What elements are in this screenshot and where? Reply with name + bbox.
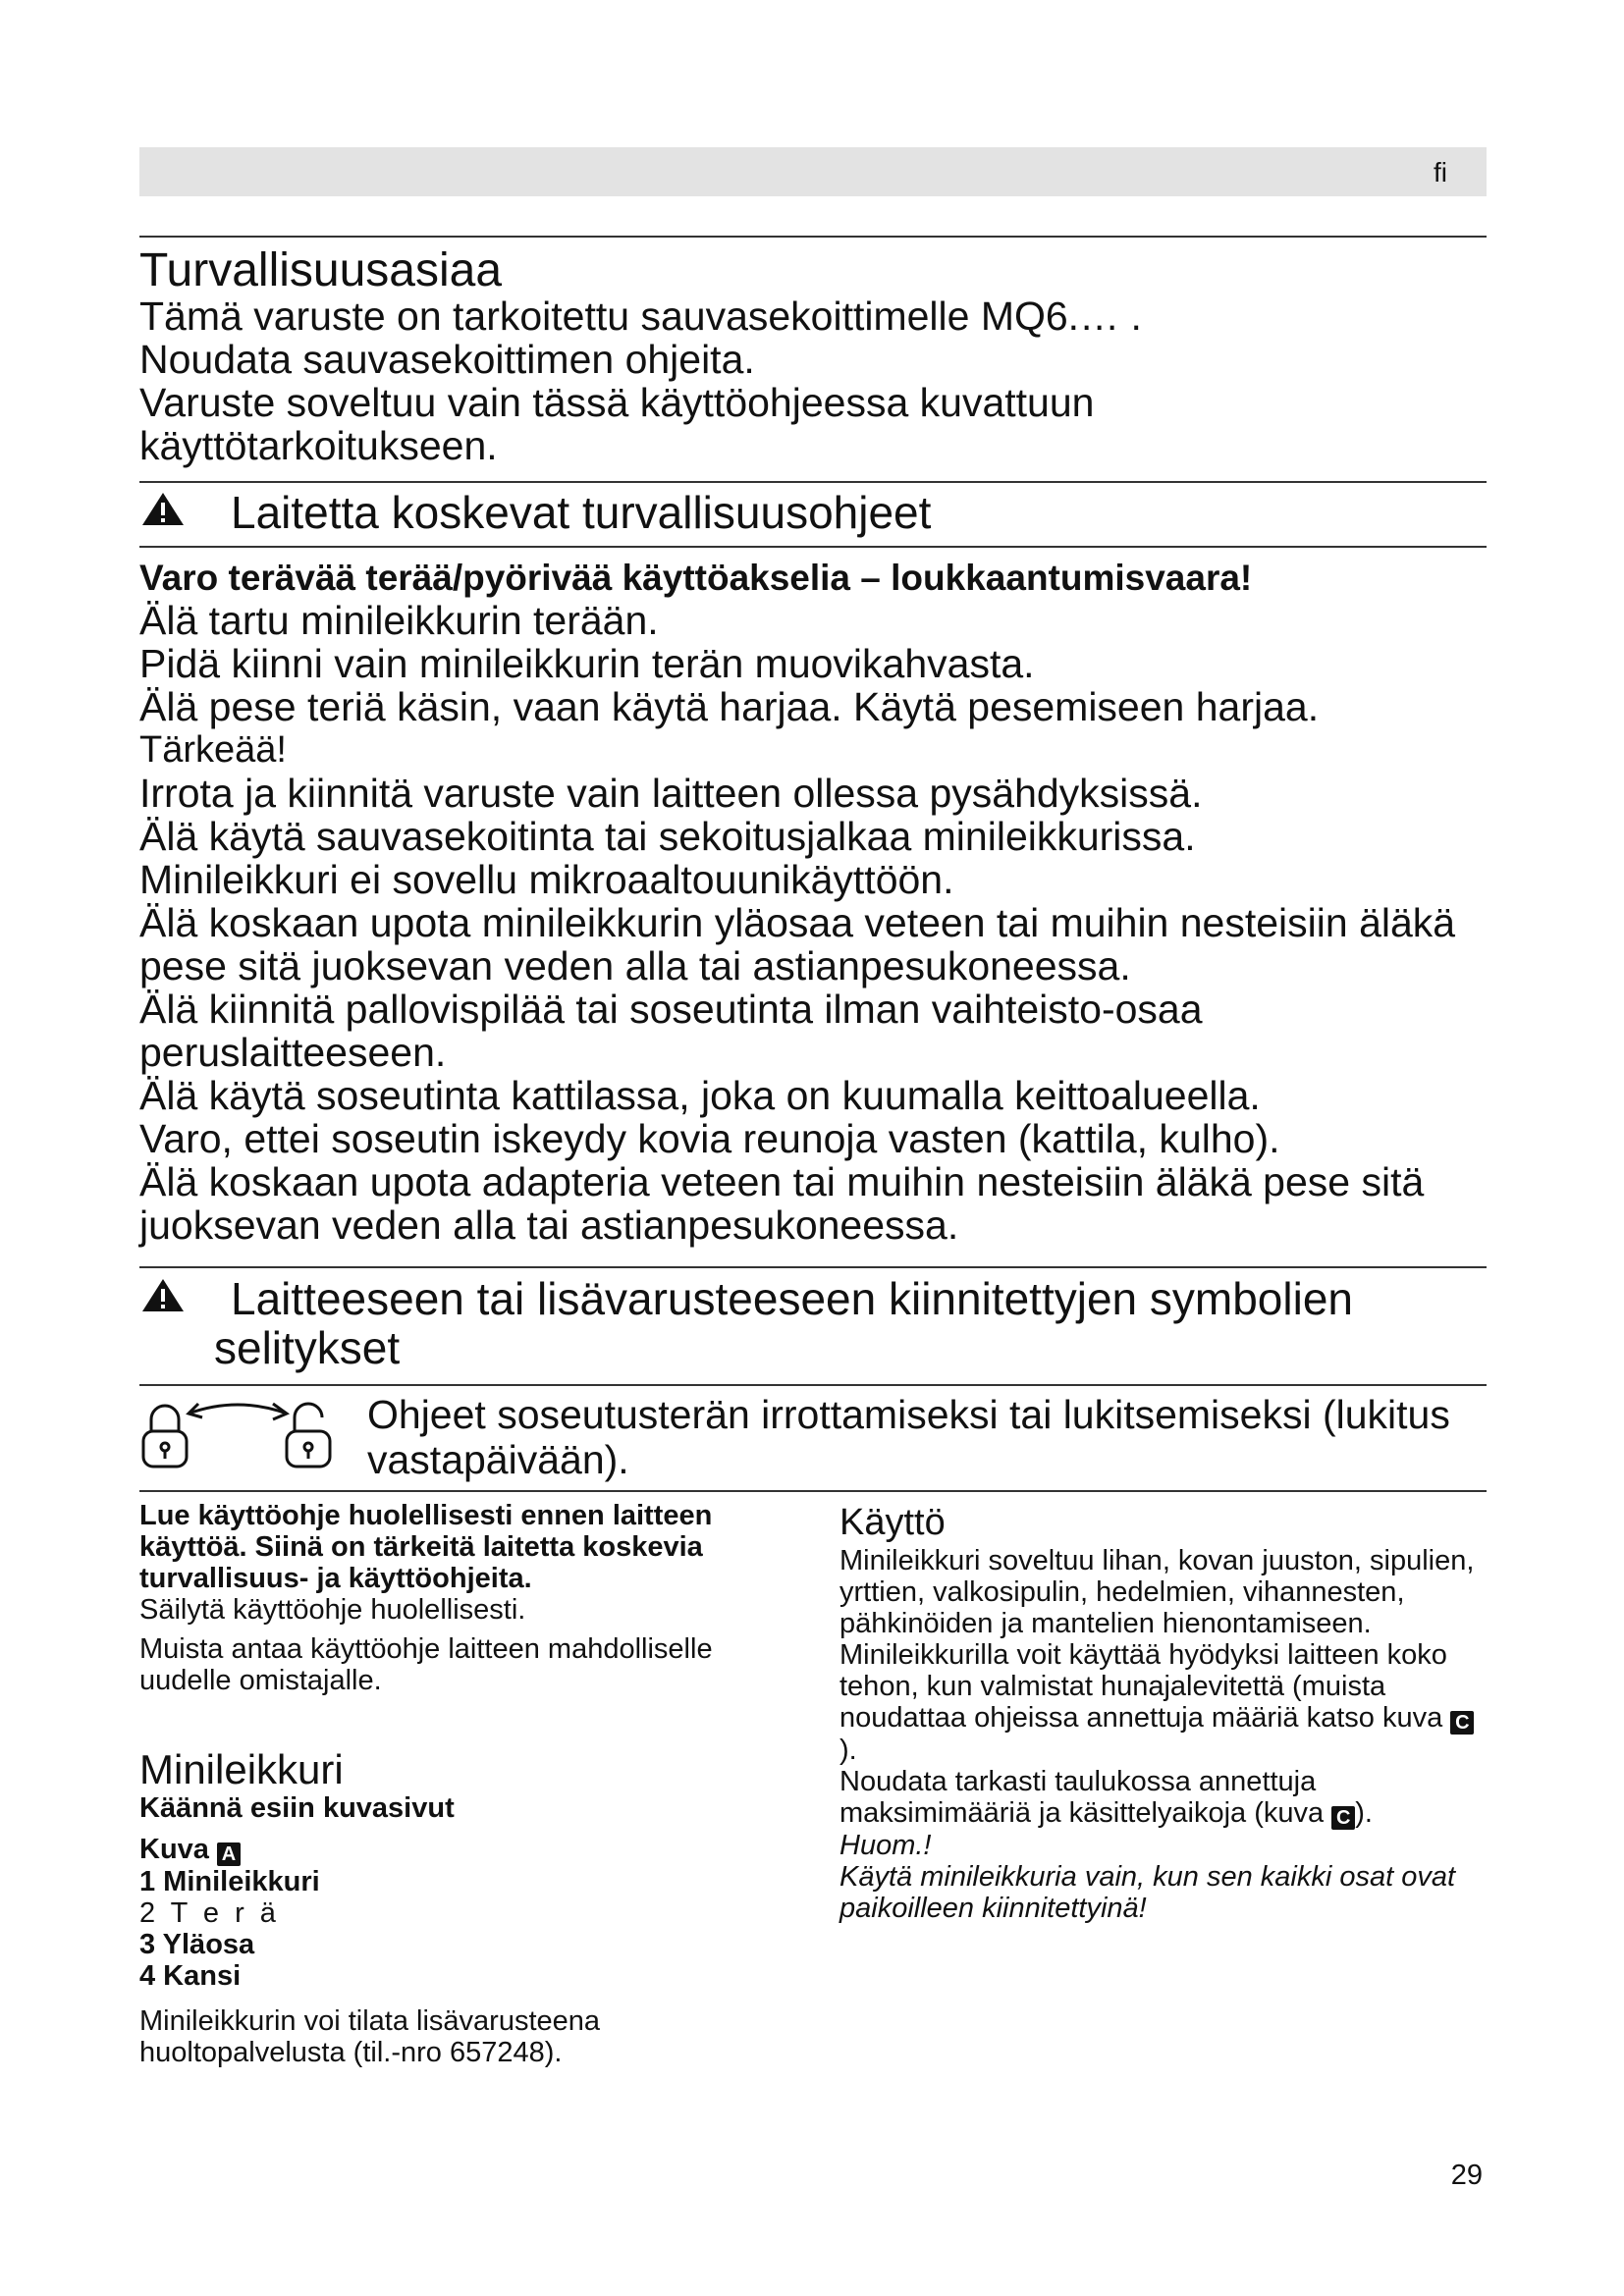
lock-unlock-icon bbox=[139, 1392, 336, 1476]
usage-title: Käyttö bbox=[839, 1502, 946, 1543]
note-text: Käytä minileikkuria vain, kun sen kaikki osat ovat paikoilleen kiinnitettyinä! bbox=[839, 1861, 1456, 1924]
safety-item: Tärkeää! bbox=[139, 729, 287, 771]
divider bbox=[139, 1384, 1487, 1386]
safety-line: Tämä varuste on tarkoitettu sauvasekoittimelle MQ6.… . bbox=[139, 294, 1142, 339]
language-bar bbox=[139, 147, 1487, 196]
order-note: Minileikkurin voi tilata lisävarusteena huoltopalvelusta (til.-nro 657248). bbox=[139, 2005, 601, 2068]
page-number: 29 bbox=[1450, 2160, 1483, 2191]
safety-item: Älä kiinnitä pallovispilää tai soseutinta ilman vaihteisto-osaa peruslaitteeseen. bbox=[139, 987, 1203, 1075]
left-column bbox=[139, 1500, 768, 2068]
safety-title: Turvallisuusasiaa bbox=[139, 244, 503, 296]
danger-warning: Varo terävää terää/pyörivää käyttöakselia – loukkaantumisvaara! bbox=[139, 558, 1253, 598]
safety-item: Älä tartu minileikkurin terään. bbox=[139, 598, 659, 643]
symbols-title-line1: Laitteeseen tai lisävarusteeseen kiinnitettyjen symbolien bbox=[231, 1273, 1353, 1324]
figure-ref bbox=[139, 1834, 768, 1866]
usage-paragraph: Minileikkurilla voit käyttää hyödyksi laitteen koko tehon, kun valmistat hunajalevitettä (muista noudattaa ohjeissa annettuja määriä katso kuva C). bbox=[839, 1639, 1488, 1766]
safety-item: Minileikkuri ei sovellu mikroaaltouunikäyttöön. bbox=[139, 857, 954, 902]
part-item: 2 T e r ä bbox=[139, 1897, 280, 1929]
part-item: 3 Yläosa bbox=[139, 1929, 255, 1960]
symbols-heading bbox=[139, 1274, 1353, 1372]
keep-manual-note: Säilytä käyttöohje huolellisesti. bbox=[139, 1594, 526, 1626]
safety-item: Älä pese teriä käsin, vaan käytä harjaa. Käytä pesemiseen harjaa. bbox=[139, 684, 1320, 729]
safety-item: Varo, ettei soseutin iskeydy kovia reunoja vasten (kattila, kulho). bbox=[139, 1116, 1280, 1161]
safety-item: Älä käytä sauvasekoitinta tai sekoitusjalkaa minileikkurissa. bbox=[139, 814, 1196, 859]
warning-triangle-icon bbox=[139, 1274, 187, 1323]
lock-symbol-row bbox=[139, 1392, 1487, 1486]
language-code: fi bbox=[1434, 157, 1447, 187]
device-safety-heading bbox=[139, 488, 931, 537]
mini-chopper-title: Minileikkuri bbox=[139, 1746, 344, 1792]
right-column bbox=[839, 1500, 1488, 1924]
divider bbox=[139, 1490, 1487, 1492]
safety-item: Älä koskaan upota adapteria veteen tai muihin nesteisiin äläkä pese sitä juoksevan veden alla tai astianpesukoneessa. bbox=[139, 1159, 1425, 1248]
safety-item: Älä koskaan upota minileikkurin yläosaa veteen tai muihin nesteisiin äläkä pese sitä juoksevan veden alla tai astianpesukoneessa. bbox=[139, 900, 1456, 988]
lock-instructions: Ohjeet soseutusterän irrottamiseksi tai lukitsemiseksi (lukitus vastapäivään). bbox=[367, 1392, 1450, 1482]
usage-paragraph: Noudata tarkasti taulukossa annettuja maksimimääriä ja käsittelyaikoja (kuva C ). bbox=[839, 1766, 1373, 1829]
safety-line: Varuste soveltuu vain tässä käyttöohjeessa kuvattuun käyttötarkoitukseen. bbox=[139, 380, 1095, 468]
figure-letter-a: A bbox=[217, 1842, 241, 1866]
part-item: 4 Kansi bbox=[139, 1960, 242, 1992]
safety-item: Älä käytä soseutinta kattilassa, joka on kuumalla keittoalueella. bbox=[139, 1073, 1261, 1118]
safety-item: Pidä kiinni vain minileikkurin terän muovikahvasta. bbox=[139, 641, 1035, 686]
read-manual-note: Lue käyttöohje huolellisesti ennen laitteen käyttöä. Siinä on tärkeitä laitetta koskevia turvallisuus- ja käyttöohjeita. bbox=[139, 1500, 713, 1594]
figure-label: Kuva bbox=[139, 1834, 209, 1865]
divider bbox=[139, 481, 1487, 483]
divider bbox=[139, 236, 1487, 238]
pass-on-note: Muista antaa käyttöohje laitteen mahdolliselle uudelle omistajalle. bbox=[139, 1633, 713, 1696]
turn-pages-note: Käännä esiin kuvasivut bbox=[139, 1792, 455, 1824]
safety-line: Noudata sauvasekoittimen ohjeita. bbox=[139, 337, 755, 382]
symbols-title-line2: selitykset bbox=[214, 1322, 401, 1373]
divider bbox=[139, 1266, 1487, 1268]
safety-intro bbox=[139, 294, 1487, 467]
note-title: Huom.! bbox=[839, 1830, 932, 1861]
device-safety-list bbox=[139, 558, 1487, 1247]
safety-item: Irrota ja kiinnitä varuste vain laitteen ollessa pysähdyksissä. bbox=[139, 771, 1203, 816]
divider bbox=[139, 546, 1487, 548]
figure-letter-c: C bbox=[1331, 1806, 1355, 1830]
usage-paragraph: Minileikkuri soveltuu lihan, kovan juuston, sipulien, yrttien, valkosipulin, hedelmien, vihannesten, pähkinöiden ja mantelien hienontamiseen. bbox=[839, 1545, 1475, 1639]
warning-triangle-icon bbox=[139, 488, 187, 537]
figure-letter-c: C bbox=[1450, 1711, 1474, 1735]
device-safety-title: Laitetta koskevat turvallisuusohjeet bbox=[231, 487, 932, 538]
part-item: 1 Minileikkuri bbox=[139, 1866, 320, 1897]
